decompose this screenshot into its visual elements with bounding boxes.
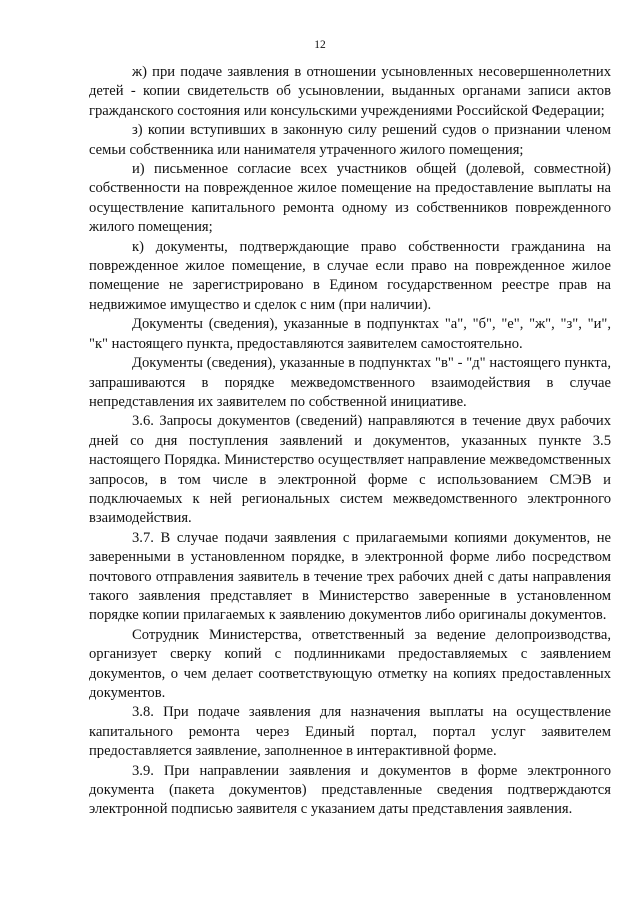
paragraph-3-9: 3.9. При направлении заявления и документов в форме электронного документа (пакета документов) представленные сведения подтверждаются электронной подписью заявителя с указанием даты представления заявления. [89, 762, 611, 818]
paragraph-3-7: 3.7. В случае подачи заявления с прилагаемыми копиями документов, не заверенными в установленном порядке, в электронной форме либо посредством почтового отправления заявитель в течение трех рабочих дней с даты направления такого заявления представляет в Министерство заверенные в установленном порядке копии прилагаемых к заявлению документов либо оригиналы документов. [89, 529, 611, 624]
paragraph-item-zh: ж) при подаче заявления в отношении усыновленных несовершеннолетних детей - копии свидетельств об усыновлении, выданных органами записи актов гражданского состояния или консульскими учреждениями Российской Федерации; [89, 64, 611, 119]
paragraph-item-k: к) документы, подтверждающие право собственности гражданина на поврежденное жилое помещение, в случае если право на поврежденное жилое помещение не зарегистрировано в Едином государственном реестре прав на недвижимое имущество и сделок с ним (при наличии). [89, 238, 611, 313]
document-body [89, 63, 611, 820]
paragraph-documents-self-provided: Документы (сведения), указанные в подпунктах "а", "б", "е", "ж", "з", "и", "к" настоящего пункта, предоставляются заявителем самостоятельно. [89, 316, 611, 352]
paragraph-item-i: и) письменное согласие всех участников общей (долевой, совместной) собственности на поврежденное жилое помещение на предоставление выплаты на осуществление капитального ремонта одному из собственников поврежденного жилого помещения; [89, 161, 611, 236]
paragraph-3-6: 3.6. Запросы документов (сведений) направляются в течение двух рабочих дней со дня поступления заявлений и документов, указанных пункте 3.5 настоящего Порядка. Министерство осуществляет направление межведомственных запросов, в том числе в электронной форме с использованием СМЭВ и подключаемых к ней региональных систем межведомственного электронного взаимодействия. [89, 413, 611, 527]
paragraph-documents-requested: Документы (сведения), указанные в подпунктах "в" - "д" настоящего пункта, запрашиваются в порядке межведомственного взаимодействия в случае непредставления их заявителем по собственной инициативе. [89, 355, 611, 410]
paragraph-ministry-employee: Сотрудник Министерства, ответственный за ведение делопроизводства, организует сверку копий с подлинниками предоставляемых с заявлением документов, о чем делает соответствующую отметку на копиях предоставленных документов. [89, 626, 611, 701]
page-number: 12 [314, 39, 326, 51]
paragraph-3-8: 3.8. При подаче заявления для назначения выплаты на осуществление капитального ремонта через Единый портал, портал услуг заявителем предоставляется заявление, заполненное в интерактивной форме. [89, 704, 611, 760]
paragraph-item-z: з) копии вступивших в законную силу решений судов о признании членом семьи собственника или нанимателя утраченного жилого помещения; [89, 122, 611, 158]
